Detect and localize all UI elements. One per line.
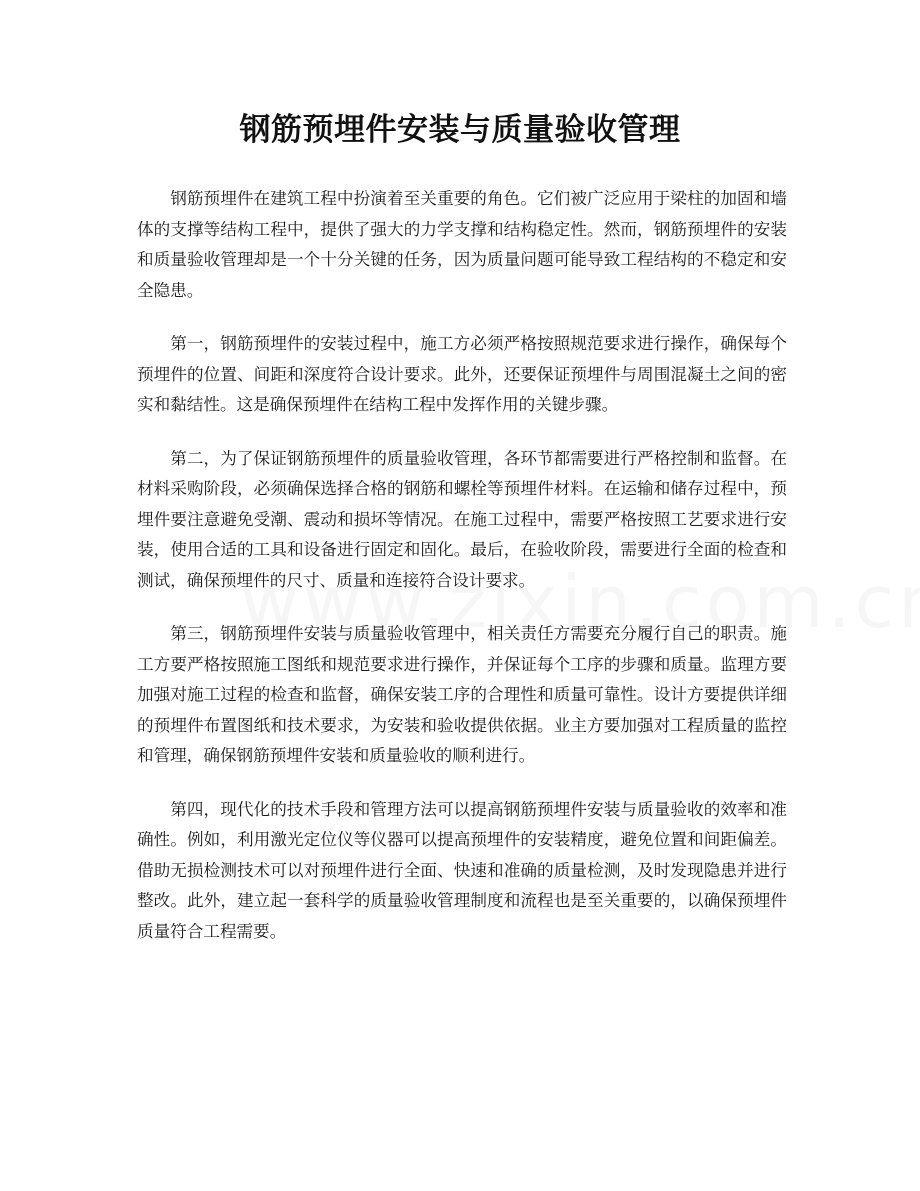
paragraph-intro: 钢筋预埋件在建筑工程中扮演着至关重要的角色。它们被广泛应用于梁柱的加固和墙体的支撑等结构工程中，提供了强大的力学支撑和结构稳定性。然而，钢筋预埋件的安装和质量验收管理却是一个十分关键的任务，因为质量问题可能导致工程结构的不稳定和安全隐患。 — [137, 189, 787, 300]
paragraph-second: 第二，为了保证钢筋预埋件的质量验收管理，各环节都需要进行严格控制和监督。在材料采购阶段，必须确保选择合格的钢筋和螺栓等预埋件材料。在运输和储存过程中，预埋件要注意避免受潮、震动和损坏等情况。在施工过程中，需要严格按照工艺要求进行安装，使用合适的工具和设备进行固定和固化。最后，在验收阶段，需要进行全面的检查和测试，确保预埋件的尺寸、质量和连接符合设计要求。 — [137, 448, 787, 590]
paragraph-first: 第一，钢筋预埋件的安装过程中，施工方必须严格按照规范要求进行操作，确保每个预埋件的位置、间距和深度符合设计要求。此外，还要保证预埋件与周围混凝土之间的密实和黏结性。这是确保预埋件在结构工程中发挥作用的关键步骤。 — [137, 334, 787, 414]
document-title: 钢筋预埋件安装与质量验收管理 — [239, 112, 681, 148]
document-body — [137, 184, 787, 970]
paragraph-fourth: 第四，现代化的技术手段和管理方法可以提高钢筋预埋件安装与质量验收的效率和准确性。例如，利用激光定位仪等仪器可以提高预埋件的安装精度，避免位置和间距偏差。借助无损检测技术可以对预埋件进行全面、快速和准确的质量检测，及时发现隐患并进行整改。此外，建立起一套科学的质量验收管理制度和流程也是至关重要的，以确保预埋件质量符合工程需要。 — [137, 799, 787, 941]
paragraph-third: 第三，钢筋预埋件安装与质量验收管理中，相关责任方需要充分履行自己的职责。施工方要严格按照施工图纸和规范要求进行操作，并保证每个工序的步骤和质量。监理方要加强对施工过程的检查和监督，确保安装工序的合理性和质量可靠性。设计方要提供详细的预埋件布置图纸和技术要求，为安装和验收提供依据。业主方要加强对工程质量的监控和管理，确保钢筋预埋件安装和质量验收的顺利进行。 — [137, 624, 787, 765]
